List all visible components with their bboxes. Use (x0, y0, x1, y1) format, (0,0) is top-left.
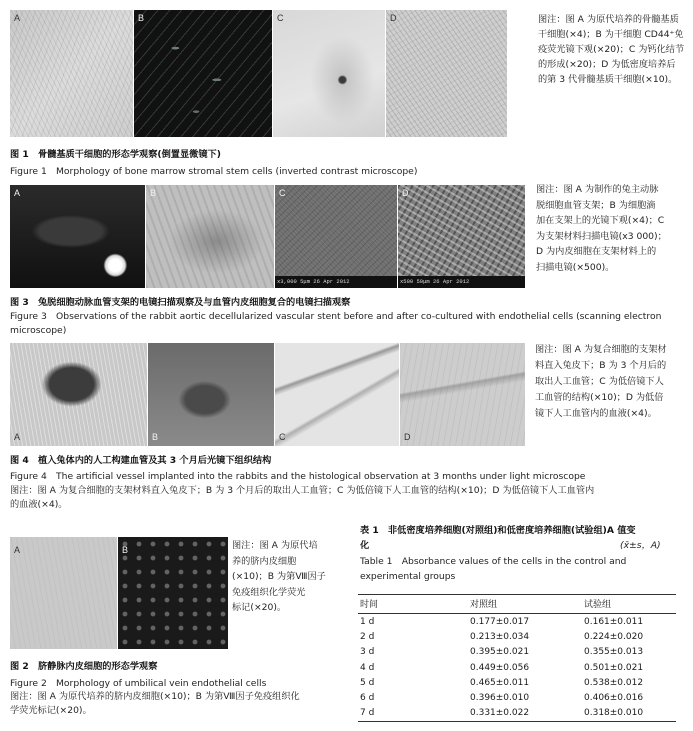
panel-label: B (152, 432, 159, 442)
panel-label: A (14, 432, 21, 442)
table1-title-cn-cont: 化 (360, 540, 370, 551)
note-line: 疫荧光镜下观(×20)；C 为钙化结节 (538, 44, 685, 55)
sem-info-bar: x3,000 5μm 26 Apr 2012 (275, 276, 397, 288)
panel-label: B (150, 188, 157, 198)
note-line: 标记(×20)。 (232, 602, 287, 613)
table-row (358, 706, 676, 722)
note-line: 工血管的结构(×10)；D 为低倍 (535, 392, 664, 403)
figure4-panel-b-image (148, 343, 274, 446)
note-line: 扫描电镜(×500)。 (536, 261, 615, 273)
note-line: 图注：图 A 为复合细胞的支架材料直入兔皮下；B 为 3 个月后的取出人工血管；C 为低倍镜下人工血管的结构(×10)；D 为低倍镜下人工血管内 (10, 485, 595, 496)
figure1-note (538, 12, 684, 87)
cell-experimental: 0.501±0.021 (584, 662, 644, 673)
cell-experimental: 0.406±0.016 (584, 693, 644, 704)
note-line: 镜下人工血管内的血液(×4)。 (535, 408, 657, 419)
cell-time: 2 d (360, 631, 375, 642)
cell-control: 0.465±0.011 (470, 677, 530, 688)
figure4-panel-a-image (10, 343, 147, 446)
caption-line: experimental groups (360, 571, 456, 582)
note-line: 图注：图 A 为原代培养的骨髓基质 (538, 14, 679, 25)
note-line: 加在支架上的光镜下观(×4)；C (536, 215, 665, 226)
caption-line: Table 1 Absorbance values of the cells in the control and (360, 556, 627, 567)
sem-info-bar: x500 50μm 26 Apr 2012 (398, 276, 525, 288)
cell-control: 0.449±0.056 (470, 662, 530, 673)
note-line: 的第 3 代骨髓基质干细胞(×10)。 (538, 74, 678, 85)
figure1-panel-a-image (10, 10, 133, 137)
panel-label: D (404, 432, 411, 442)
table-row (358, 690, 676, 705)
col-header-experimental: 试验组 (584, 595, 676, 614)
figure4-caption-cn: 图 4 植入兔体内的人工构建血管及其 3 个月后光镜下组织结构 (10, 455, 272, 466)
figure2-note (232, 538, 326, 616)
figure2-panel-b-image (118, 537, 228, 649)
table1-stat-label: (x̄±s，A) (620, 540, 661, 551)
figure1-caption-en: Figure 1 Morphology of bone marrow stromal stem cells (inverted contrast microscope) (10, 166, 418, 177)
table-header-row (358, 595, 676, 614)
figure3-panel-b-image (146, 185, 274, 288)
figure3-panel-c-image (275, 185, 397, 288)
figure4-body-note (10, 484, 685, 512)
note-line: 图注：图 A 为复合细胞的支架材 (535, 344, 667, 355)
panel-label: B (122, 545, 129, 555)
table-row (358, 614, 676, 630)
cell-control: 0.331±0.022 (470, 706, 584, 722)
figure3-caption-cn: 图 3 兔脱细胞动脉血管支架的电镜扫描观察及与血管内皮细胞复合的电镜扫描观察 (10, 297, 351, 308)
cell-time: 7 d (358, 706, 470, 722)
table-row (358, 675, 676, 690)
figure4-panel-c-image (275, 343, 399, 446)
cell-control: 0.396±0.010 (470, 693, 530, 704)
figure4-note (535, 342, 667, 422)
note-line: 为支架材料扫描电镜(x3 000)； (536, 230, 667, 242)
cell-time: 1 d (360, 616, 375, 627)
col-header-control: 对照组 (470, 595, 584, 614)
cell-time: 5 d (360, 677, 375, 688)
figure1-panel-d-image (386, 10, 507, 137)
panel-label: D (390, 13, 397, 23)
cell-experimental: 0.224±0.020 (584, 631, 644, 642)
panel-label: C (279, 188, 286, 198)
figure1-caption-cn: 图 1 骨髓基质干细胞的形态学观察(倒置显微镜下) (10, 149, 221, 160)
col-header-time: 时间 (358, 595, 470, 614)
figure2-caption-en: Figure 2 Morphology of umbilical vein endothelial cells (10, 678, 267, 689)
cell-experimental: 0.538±0.012 (584, 677, 644, 688)
panel-label: A (14, 545, 21, 555)
figure4-panel-d-image (400, 343, 525, 446)
caption-line: Figure 3 Observations of the rabbit aortic decellularized vascular stent before and after co-cultured with endothelial cells (scanning electron (10, 311, 662, 322)
figure2-caption-cn: 图 2 脐静脉内皮细胞的形态学观察 (10, 661, 158, 672)
figure1-panel-b-image (134, 10, 272, 137)
panel-label: A (14, 188, 21, 198)
table-row (358, 645, 676, 660)
figure2-panel-a-image (10, 537, 117, 649)
cell-control: 0.177±0.017 (470, 616, 530, 627)
cell-experimental: 0.355±0.013 (584, 647, 644, 658)
figure1-panel-c-image (273, 10, 385, 137)
panel-label: C (277, 13, 284, 23)
note-line: 脱细胞血管支架；B 为细胞滴 (536, 199, 656, 211)
cell-experimental: 0.318±0.010 (584, 706, 676, 722)
figure3-panel-d-image (398, 185, 525, 288)
note-line: 养的脐内皮细胞 (232, 555, 297, 567)
cell-time: 4 d (360, 662, 375, 673)
note-line: 学荧光标记(×20)。 (10, 705, 92, 716)
table1-title-en (360, 554, 626, 584)
cell-control: 0.213±0.034 (470, 631, 530, 642)
cell-experimental: 0.161±0.011 (584, 616, 644, 627)
note-line: 图注：图 A 为原代培 (232, 540, 318, 551)
cell-control: 0.395±0.021 (470, 647, 530, 658)
note-line: 图注：图 A 为原代培养的脐内皮细胞(×10)；B 为第Ⅷ因子免疫组织化 (10, 691, 300, 702)
cell-time: 6 d (360, 693, 375, 704)
note-line: 的血液(×4)。 (10, 499, 68, 510)
figure3-note (536, 182, 667, 275)
figure4-caption-en: Figure 4 The artificial vessel implanted into the rabbits and the histological observation at 3 months under light microscope (10, 471, 586, 482)
figure3-caption-en (10, 310, 685, 338)
figure3-panel-a-image (10, 185, 145, 288)
panel-label: B (138, 13, 145, 23)
table-row (358, 629, 676, 644)
table-row (358, 660, 676, 675)
panel-label: C (279, 432, 286, 442)
note-line: (×10)；B 为第Ⅷ因子 (232, 571, 326, 582)
figure2-body-note (10, 690, 345, 718)
note-line: 的形成(×20)；D 为低密度培养后 (538, 59, 676, 70)
table1-title-cn: 表 1 非低密度培养细胞(对照组)和低密度培养细胞(试验组)A 值变 (360, 525, 636, 536)
note-line: 图注：图 A 为制作的兔主动脉 (536, 184, 659, 195)
table1 (358, 594, 676, 722)
cell-time: 3 d (360, 647, 375, 658)
panel-label: D (402, 188, 409, 198)
caption-line: microscope) (10, 325, 67, 336)
note-line: 料直入兔皮下；B 为 3 个月后的 (535, 360, 667, 371)
note-line: D 为内皮细胞在支架材料上的 (536, 246, 657, 257)
note-line: 干细胞(×4)；B 为干细胞 CD44⁺免 (538, 29, 684, 40)
panel-label: A (14, 13, 21, 23)
note-line: 取出人工血管；C 为低倍镜下人 (535, 376, 664, 387)
note-line: 免疫组织化学荧光 (232, 586, 306, 598)
